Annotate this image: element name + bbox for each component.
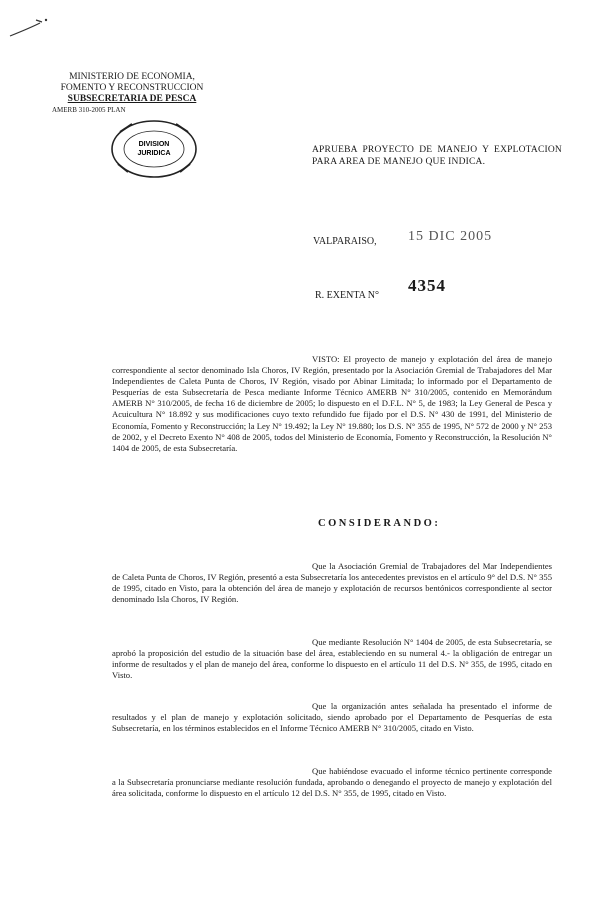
division-juridica-stamp bbox=[108, 118, 200, 180]
subsecretaria-name: SUBSECRETARIA DE PESCA bbox=[67, 94, 197, 104]
ministry-header bbox=[52, 72, 212, 116]
considerando-paragraph-2 bbox=[112, 637, 552, 681]
handwritten-mark bbox=[6, 14, 56, 44]
ministry-name: MINISTERIO DE ECONOMIA, bbox=[69, 72, 195, 82]
stamp-text-2: JURIDICA bbox=[137, 150, 171, 157]
considerando-paragraph-1 bbox=[112, 561, 552, 605]
date-stamp: 15 DIC 2005 bbox=[408, 229, 493, 244]
paragraph-4-text: Que habiéndose evacuado el informe técnico pertinente corresponde a la Subsecretaría pronunciarse mediante resolución fundada, aprobando o denegando el proyecto de manejo y explotación del área solicitada, conforme lo dispuesto en el artículo 12 del D.S. N° 355, de 1995, citado en Visto. bbox=[112, 766, 552, 799]
resolution-number: 4354 bbox=[408, 276, 446, 295]
considerando-paragraph-3 bbox=[112, 701, 552, 734]
paragraph-1-text: Que la Asociación Gremial de Trabajadores del Mar Independientes de Caleta Punta de Choros, IV Región, presentó a esta Subsecretaría los antecedentes previstos en el artículo 9° del D.S. N° 355 de 1995, citado en Visto, para la obtención del área de manejo y explotación de recursos bentónicos correspondiente al sector denominado Isla Choros, IV Región. bbox=[112, 561, 552, 605]
exenta-label: R. EXENTA N° bbox=[315, 290, 380, 301]
place-label: VALPARAISO, bbox=[313, 236, 377, 247]
ministry-name-cont: FOMENTO Y RECONSTRUCCION bbox=[60, 83, 204, 93]
considerando-paragraph-4 bbox=[112, 766, 552, 799]
paragraph-2-text: Que mediante Resolución N° 1404 de 2005, de esta Subsecretaría, se aprobó la proposición del estudio de la situación base del área, estableciendo en su numeral 4.- la obligación de entregar un informe de resultados y el plan de manejo del área, conforme lo dispuesto en el artículo 11 del D.S. N° 355, de 1995, citado en Visto. bbox=[112, 637, 552, 681]
file-reference: AMERB 310-2005 PLAN bbox=[52, 106, 126, 114]
visto-text: VISTO: El proyecto de manejo y explotación del área de manejo correspondiente al sector denominado Isla Choros, IV Región, presentado por la Asociación Gremial de Trabajadores del Mar Independientes de Caleta Punta de Choros, IV Región, visado por Abinar Limitada; lo informado por el Departamento de Pesquerías de esta Subsecretaría de Pesca mediante Informe Técnico AMERB N° 310/2005, contenido en Memorándum AMERB N° 310/2005, de fecha 16 de diciembre de 2005; lo dispuesto en el D.F.L. N° 5, de 1983; la Ley General de Pesca y Acuicultura N° 18.892 y sus modificaciones cuyo texto refundido fue fijado por el D.S. N° 430 de 1991, del Ministerio de Economía, Fomento y Reconstrucción; la Ley N° 19.492; la Ley N° 19.880; los D.S. N° 355 de 1995, N° 572 de 2000 y N° 253 de 2002, y el Decreto Exento N° 408 de 2005, todos del Ministerio de Economía, Fomento y Reconstrucción, la Resolución N° 1404 de 2005, de esta Subsecretaría. bbox=[112, 354, 552, 453]
considerando-heading: CONSIDERANDO: bbox=[318, 518, 441, 529]
document-title: APRUEBA PROYECTO DE MANEJO Y EXPLOTACION PARA AREA DE MANEJO QUE INDICA. bbox=[312, 145, 562, 167]
stamp-text-1: DIVISION bbox=[138, 141, 170, 148]
paragraph-3-text: Que la organización antes señalada ha presentado el informe de resultados y el plan de manejo y explotación solicitado, siendo aprobado por el Departamento de Pesquerías de esta Subsecretaría, en los términos establecidos en el Informe Técnico AMERB N° 310/2005, citado en Visto. bbox=[112, 701, 552, 734]
visto-paragraph bbox=[112, 354, 552, 454]
